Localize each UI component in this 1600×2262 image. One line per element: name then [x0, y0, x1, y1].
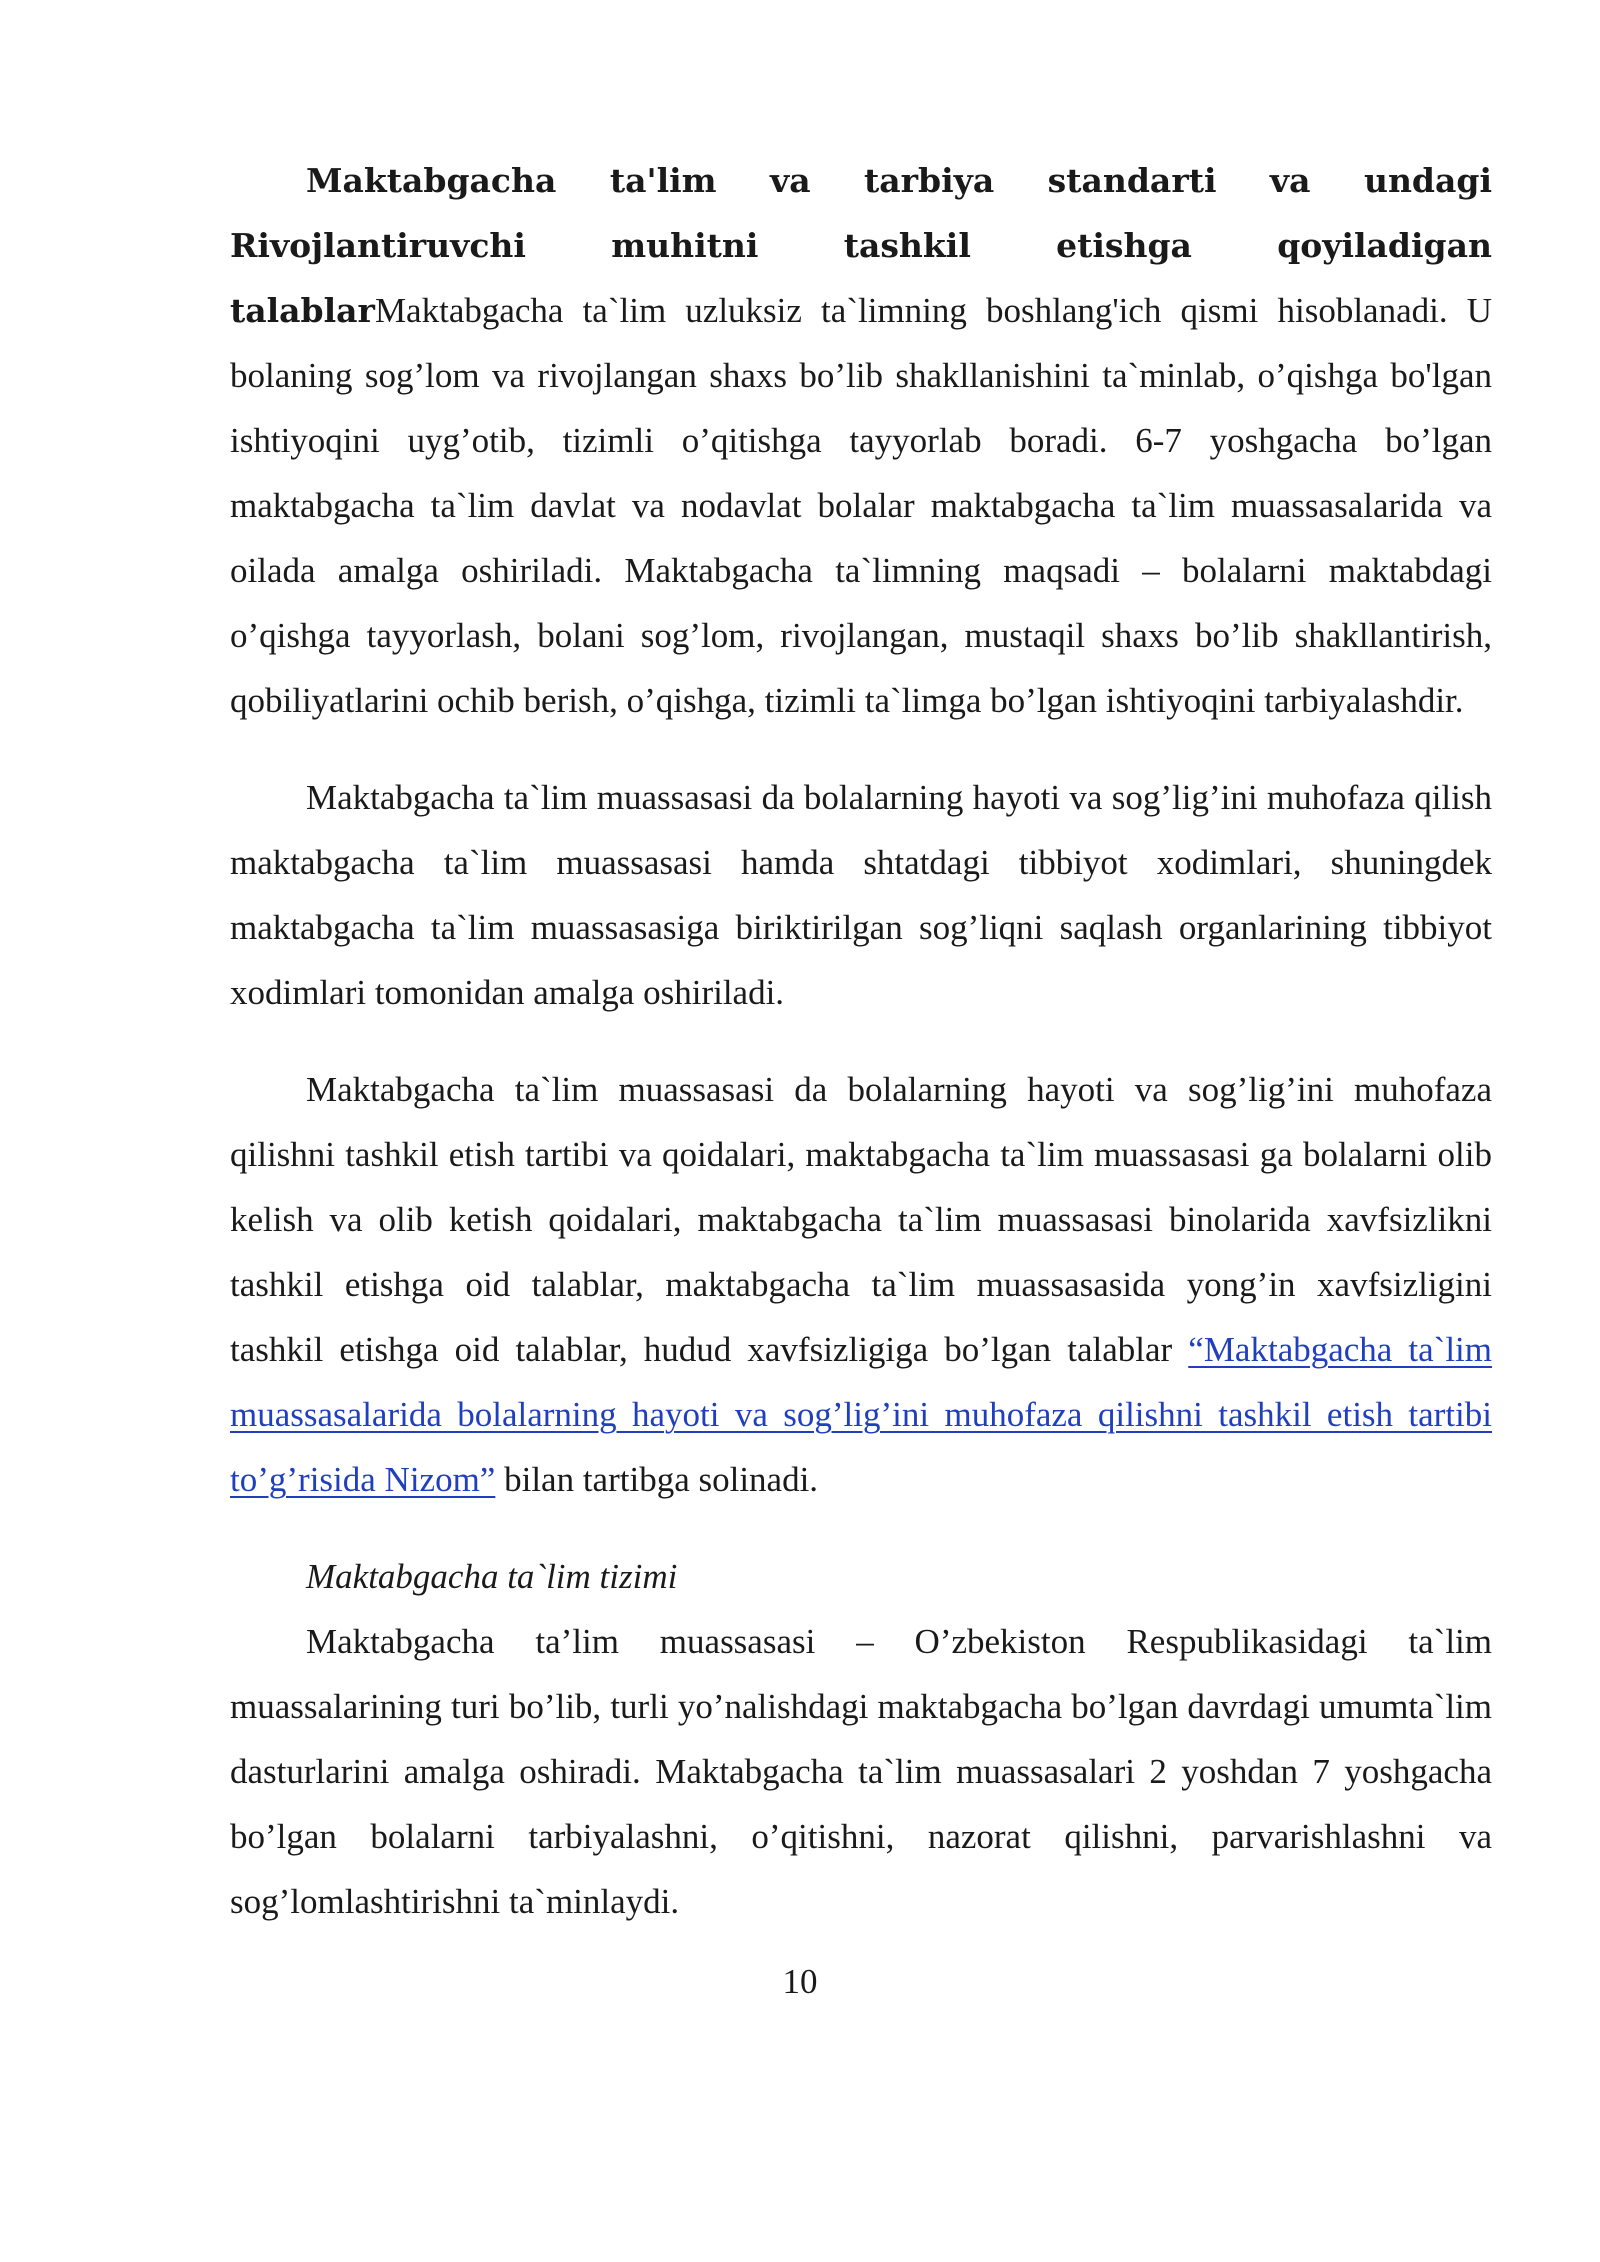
paragraph-standard-requirements	[230, 148, 1492, 733]
paragraph-text: Maktabgacha ta’lim muassasasi – O’zbekiston Respublikasidagi ta`lim muassalarining turi bo’lib, turli yo’nalishdagi maktabgacha bo’lgan davrdagi umumta`lim dasturlarini amalga oshiradi. Maktabgacha ta`lim muassasalari 2 yoshdan 7 yoshgacha bo’lgan bolalarni tarbiyalashni, o’qitishni, nazorat qilishni, parvarishlashni va sog’lomlashtirishni ta`minlaydi.	[230, 1622, 1492, 1921]
paragraph-health-protection	[230, 765, 1492, 1025]
paragraph-text: Maktabgacha ta`lim muassasasi da bolalarning hayoti va sog’lig’ini muhofaza qilish maktabgacha ta`lim muassasasi hamda shtatdagi tibbiyot xodimlari, shuningdek maktabgacha ta`lim muassasasiga biriktirilgan sog’liqni saqlash organlarining tibbiyot xodimlari tomonidan amalga oshiriladi.	[230, 778, 1492, 1012]
paragraph-safety-rules	[230, 1057, 1492, 1512]
page-body	[230, 148, 1492, 1934]
section-heading: Maktabgacha ta'lim va tarbiya standarti va undagi Rivojlantiruvchi muhitni tashkil etishga qoyiladigan talablar	[230, 161, 1492, 330]
page-number: 10	[782, 1962, 818, 2001]
paragraph-text-tail: bilan tartibga solinadi.	[495, 1460, 819, 1499]
paragraph-institution-definition	[230, 1609, 1492, 1934]
subheading-education-system: Maktabgacha ta`lim tizimi	[306, 1557, 678, 1596]
paragraph-text: Maktabgacha ta`lim uzluksiz ta`limning boshlang'ich qismi hisoblanadi. U bolaning sog’lom va rivojlangan shaxs bo’lib shakllanishini ta`minlab, o’qishga bo'lgan ishtiyoqini uyg’otib, tizimli o’qitishga tayyorlab boradi. 6-7 yoshgacha bo’lgan maktabgacha ta`lim davlat va nodavlat bolalar maktabgacha ta`lim muassasalarida va oilada amalga oshiriladi. Maktabgacha ta`limning maqsadi – bolalarni maktabdagi o’qishga tayyorlash, bolani sog’lom, rivojlangan, mustaqil shaxs bo’lib shakllantirish, qobiliyatlarini ochib berish, o’qishga, tizimli ta`limga bo’lgan ishtiyoqini tarbiyalashdir.	[230, 291, 1492, 720]
regulation-link[interactable]: “Maktabgacha ta`lim muassasalarida bolalarning hayoti va sog’lig’ini muhofaza qilishni tashkil etish tartibi to’g’risida Nizom”	[230, 1330, 1493, 1499]
paragraph-text: Maktabgacha ta`lim muassasasi da bolalarning hayoti va sog’lig’ini muhofaza qilishni tashkil etish tartibi va qoidalari, maktabgacha ta`lim muassasasi ga bolalarni olib kelish va olib ketish qoidalari, maktabgacha ta`lim muassasasi binolarida xavfsizlikni tashkil etishga oid talablar, maktabgacha ta`lim muassasasida yong’in xavfsizligini tashkil etishga oid talablar, hudud xavfsizligiga bo’lgan talablar	[230, 1070, 1492, 1369]
